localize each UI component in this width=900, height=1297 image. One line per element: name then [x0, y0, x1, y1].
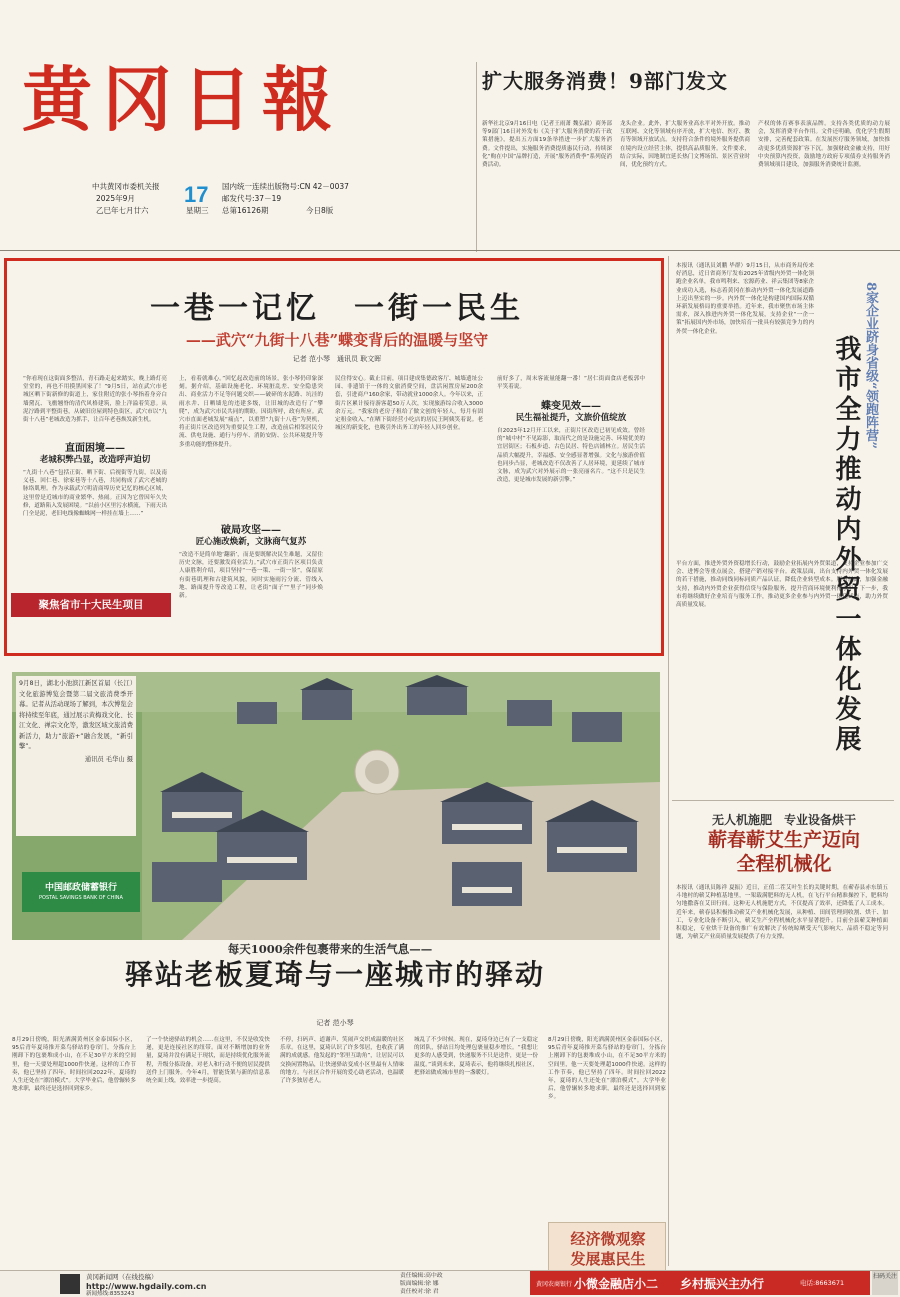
masthead-date: 2025年9月 — [96, 194, 135, 203]
bottom-col-4: 城乱了不少时候。现在，夏琦身边已有了一支稳定的团队，驿站日均处理包裹量稳步增长。“我想让更多的人感受到，快递服务不只是送件，更是一份温度。”谈到未来，夏琦表示，他将继续扎根社区，把驿站做成城市里的一盏暖灯。 — [414, 1037, 538, 1076]
bottom-col-5: 8月29日傍晚，阳光洒满黄州区金泰国际小区，95后青年夏琦推开菜鸟驿站的卷帘门，分拣台上刚卸下的包裹堆成小山，在不足30平方米的空间里，他一天要处理超1000件快递。这样的工作节奏，他已坚持了四年。时间拉回2022年，夏琦的人生还处在“漂泊模式”。大学毕业后，他曾辗转多地求职，最终还是选择回到家乡。 — [548, 1037, 666, 1101]
feature-subhead-1b: 老城积弊凸显，改造呼声迫切 — [39, 455, 151, 465]
ad-phone: 电话:8663671 — [800, 1279, 845, 1287]
ad-banner[interactable] — [530, 1271, 870, 1295]
masthead-pages: 今日8版 — [306, 206, 334, 215]
ad-slogan-1: 小微金融店小二 — [574, 1277, 659, 1291]
footer-site-url[interactable]: http://www.hgdaily.com.cn — [86, 1282, 207, 1291]
divider — [476, 62, 477, 252]
bottom-col-2: 了一个快递驿站的机会……在这里，不仅是收发快递，更是连接社区的纽带。面对不断增加的业务量，夏琦并没有满足于现状，而是持续优化服务流程，升级分拣设备，对老人和行动不便的居民提供送件上门服务。今年4月，智能货架与新的信息系统全面上线，效率进一步提高。 — [146, 1037, 270, 1085]
issue-number: 17 — [184, 182, 209, 207]
rc2-headline: 蕲春蕲艾生产迈向全程机械化 — [707, 829, 860, 875]
footer-editor-1: 责任编辑:高中政 — [400, 1273, 443, 1279]
feature-byline: 记者 范小琴 通讯员 耿文晖 — [292, 355, 382, 363]
feature-col-1: “你看现在这街面多整洁，青石路走起来踏实，晚上路灯亮堂堂的，再也不用摸黑回家了！”9月5日，站在武穴市老城区晒下街新修的街道上，家住附近的张小琴指着身旁白墙黛瓦、飞檐翘脊的清代风格建筑，脸上洋溢着笑意。从泥泞路到平整街巷，从破旧房屋到特色街区，武穴市以“九街十八巷”老城改造为抓手，让百年老巷焕发新生机。 — [23, 376, 167, 424]
economy-line-1: 经济微观察 — [570, 1230, 646, 1248]
lead-headline: 扩大服务消费！9部门发文 — [482, 69, 728, 93]
postal-bank-logo — [22, 872, 140, 912]
rc-article-text: 本报讯（通讯员刘鹏 毕群）9月15日，从市商务局传来好消息，近日省商务厅发布2025年省级内外贸一体化领跑企业名单，我市鸣利来、宏源药业、祥云集团等8家企业成功入选，标志着黄冈在推动内外贸一体化发展道路上迈出坚实的一步。内外贸一体化是构建国内国际双循环新发展格局的重要举措。近年来，我市聚焦市场主体需求，深入推进内外贸一体化发展，支持企业“一企一策”拓展国内外市场，加快培育一批具有较强竞争力的内外贸一体化企业。 — [676, 263, 814, 335]
feature-subhead-1: 直面困境—— — [65, 443, 125, 454]
feature-title: 一巷一记忆 一街一民生 — [150, 291, 524, 326]
masthead-cn: 国内统一连续出版物号:CN 42－0037 — [222, 182, 349, 191]
feature-col-1b: “九街十八巷”包括正街、晒下街、后视街等九街，以及南义巷、回仁巷、徐家巷等十八巷，共同构成了武穴老城的脉络肌理。作为承载武穴明清商埠历史记忆的核心区域，这里曾是近城市的商业繁华、热闹。正因为它曾因年久失修，道路陷入发展困境。“以前小区里污水横流，下雨天出门全是泥，老旧电线像蜘蛛网一样挂在墙上……” — [23, 470, 167, 518]
masthead-title: 黄冈日報 — [22, 58, 342, 141]
feature-banner: 聚焦省市十大民生项目 — [11, 593, 171, 617]
lead-col-2: 龙头企业。此外，扩大服务业高水平对外开放。推动互联网、文化等领域有序开放，扩大电信、医疗、教育等领域开放试点。支持符合条件的境外服务提供商在境内设立经营主体，提供高品质服务。文件要求，结合实际，因地制宜延长热门文博场馆、景区营业时间，优化预约方式。 — [620, 121, 750, 169]
feature-subhead-2b: 匠心施改焕新，文脉商气复苏 — [195, 537, 307, 547]
postal-bank-name-en: POSTAL SAVINGS BANK OF CHINA — [39, 895, 123, 901]
footer-editor-2: 版面编辑:徐 娜 — [400, 1281, 439, 1287]
economy-line-2: 发展惠民生 — [570, 1250, 646, 1268]
feature-col-2b: “改造不是简单地‘翻新’，而是要既解决民生难题，又留住历史文脉，还要激发商业活力。”武穴市正街片区项目负责人康胜利介绍，项目坚持“一巷一策、一街一景”，保留原有街巷肌理和古建筑风貌，同时实施雨污分流、管线入地、路面提升等改造工程，让老街“面子”“里子”同步焕新。 — [179, 552, 323, 600]
rc2-text: 本报讯（通讯员陈祥 夏振）近日，正值二茬艾叶生长的关键时期，在蕲春县赤东镇五斗地村的蕲艾种植基地里，一架载满肥料的无人机，在飞行平台精准操控下，肥料均匀地撒落在艾田行间。这种无人机施肥方式，不仅提高了效率，还降低了人工成本。近年来，蕲春县积极推动蕲艾产业机械化发展，从种植、田间管理到收割、烘干、加工，专业化设备不断引入，蕲艾生产全程机械化水平显著提升。目前全县蕲艾种植面积稳定，专业烘干设备的推广有效解决了传统晾晒受天气影响大、品质不稳定等问题，为蕲艾产业高质量发展提供了有力支撑。 — [676, 885, 888, 941]
photo-caption — [16, 676, 136, 836]
ad-slogan-2: 乡村振兴主办行 — [680, 1277, 765, 1291]
feature-subtitle: ——武穴“九街十八巷”蝶变背后的温暖与坚守 — [185, 331, 489, 349]
ad-side-tag: 扫码关注 — [872, 1271, 898, 1295]
bottom-kicker: 每天1000余件包裹带来的生活气息—— — [227, 942, 433, 956]
masthead-total: 总第16126期 — [222, 206, 269, 215]
rc-kicker-vertical: 8家企业跻身省级“领跑阵营” — [863, 282, 878, 450]
bottom-col-1: 8月29日傍晚，阳光洒满黄州区金泰国际小区，95后青年夏琦推开菜鸟驿站的卷帘门，分拣台上刚卸下的包裹堆成小山，在不足30平方米的空间里，他一天要处理超1000件快递。这样的工作节奏，他已坚持了四年。时间拉回2022年，夏琦的人生还处在“漂泊模式”。大学毕业后，他曾辗转多地求职，最终还是选择回到家乡。 — [12, 1037, 136, 1093]
masthead-post: 邮发代号:37－19 — [222, 194, 282, 203]
photo-credit: 通讯员 毛华山 摄 — [84, 755, 133, 763]
lead-col-3: 产权的体育赛事表演品牌。支持各类优质的动力展会，发挥消费平台作用。文件还明确，优化学生假期安排，完善配套政策。在发展医疗服务领域，加快推动更多优质资源扩容下沉。加强财政金融支持，用好中央预算内投资，鼓励地方政府专项债券支持服务消费领域项目建设，加强服务消费统计监测。 — [758, 121, 890, 169]
masthead-org: 中共黄冈市委机关报 — [92, 182, 160, 191]
bottom-col-3: 不停，扫码声、道谢声、笑闹声交织成温暖的社区乐章。在这里，夏琦认识了许多邻居，也收获了满满的成就感。他发起的“邻里互助角”，让居民可以交换闲置物品，让快递驿站变成小区里最有人情味的地方。与社区合作开展的爱心助老活动，也温暖了许多独居老人。 — [280, 1037, 404, 1085]
feature-subhead-2: 破局攻坚—— — [221, 525, 281, 536]
feature-subhead-3b: 民生福祉提升，文旅价值绽放 — [515, 413, 627, 423]
photo-caption-text: 9月8日，湖北小池滨江新区首届（长江）文化旅游博览会暨第二届文旅消费季开幕。记者从活动现场了解到，本次博览会将持续至年底，通过展示黄梅戏文化、长江文化、禅宗文化等，激发区域文旅消费新活力，助力“旅游+”融合发展，“新引擎”。 — [19, 680, 133, 750]
masthead-lunar: 乙巳年七月廿六 — [96, 206, 149, 215]
feature-col-4: 前好多了，周末客流量能翻一番！”居仁街面食店老板郭中平笑着说。 — [497, 376, 645, 391]
feature-col-3: 民住得安心。截止目前，项目建成集德政客厅、城墙遗址公园、非遗馆于一体的文旅消费空间，盘活闲置房屋200余套，引进商户160余家，带动就业1000余人。今年以来，正街片区累计接待游客超50万人次，实现旅游综合收入3000余万元。“我家的老房子租给了做文创的年轻人，每月有固定租金收入。”在晒下街经营小吃店的居民王阿姨笑着说。老城区的新变化，也吸引外出务工的年轻人回乡创业。 — [335, 376, 483, 432]
footer-editor-3: 责任校对:徐 君 — [400, 1289, 439, 1295]
divider — [672, 800, 894, 801]
rc-headline-vertical: 我市全力推动内外贸一体化发展 — [831, 335, 861, 755]
rc-article-text-2: 平台方面，推进外贸外资稳增长行动，鼓励企业拓展内外贸渠道，支持企业参加广交会、进博会等重点展会，搭建产销对接平台。政策层面，出台支持内外贸一体化发展的若干措施，推动同线同标同质产品认证，降低企业转型成本。服务层面，加强金融支持，推动内外贸企业获得信贷与保险服务，提升营商环境便利化水平。下一步，我市将继续做好企业培育与服务工作，推动更多企业参与内外贸一体化试点，助力外贸高质量发展。 — [676, 561, 888, 609]
feature-col-4b: 自2023年12月开工以来，正街片区改造已初见成效。曾经的“城中村”不见踪影，取而代之的是设施完善、环境优美的宜居街区；石板步道、古色民居、特色店铺林立。居民生活品质大幅提升，幸福感、安全感显著增强。文化与旅游价值也同步凸显，老城改造不仅改善了人居环境，更延续了城市文脉，成为武穴对外展示的一张亮丽名片。“这不只是民生改造，更是城市发展的新引擎。” — [497, 428, 645, 484]
masthead-info — [94, 180, 474, 240]
ad-brand: 黄冈农商银行 — [536, 1281, 573, 1288]
feature-subhead-3: 蝶变见效—— — [541, 401, 601, 412]
footer-hotline: 新闻热线:8353243 — [86, 1291, 135, 1297]
rc2-kicker: 无人机施肥 专业设备烘干 — [711, 813, 856, 827]
divider — [668, 256, 669, 1266]
feature-article — [4, 258, 664, 656]
postal-bank-name: 中国邮政储蓄银行 — [44, 883, 117, 893]
bottom-byline: 记者 范小琴 — [316, 1019, 354, 1027]
masthead-weekday: 星期三 — [186, 206, 209, 215]
feature-col-2: 上，看着就难心。”回忆起改造前的场景，张小琴仍印象深刻。据介绍，基础设施老化、环境脏乱差、安全隐患突出、商业活力不足等问题交织——破碎的水泥路、坑洼的雨水井、日晒墙危的违建多级，让旧城的改造行了“攀爬”，成为武穴市民共同的期盼。因街所呼，政有所应。武穴市直面老城发展“痛点”，以重塑“九街十八巷”为契机，将正街片区改造列为重要民生工程，改造前后相邻居民分流、供电设施、通行与停车、消防安防、公共环境提升等多重功能的整体提升。 — [179, 376, 323, 448]
footer-site-label: 黄冈新闻网（在线投稿） — [86, 1273, 158, 1281]
bottom-headline: 驿站老板夏琦与一座城市的驿动 — [124, 958, 545, 991]
qr-code-icon — [60, 1274, 80, 1294]
divider — [0, 250, 900, 251]
lead-col-1: 新华社北京9月16日电（记者王雨萧 魏弘毅）商务部等9部门16日对外发布《关于扩大服务消费的若干政策措施》，提出五方面19条举措进一步扩大服务消费。文件提出，实施服务消费提质惠民行动，持续深化“购在中国”品牌打造，开展“服务消费季”系列促消费活动。 — [482, 121, 612, 169]
news-photo — [12, 672, 660, 940]
